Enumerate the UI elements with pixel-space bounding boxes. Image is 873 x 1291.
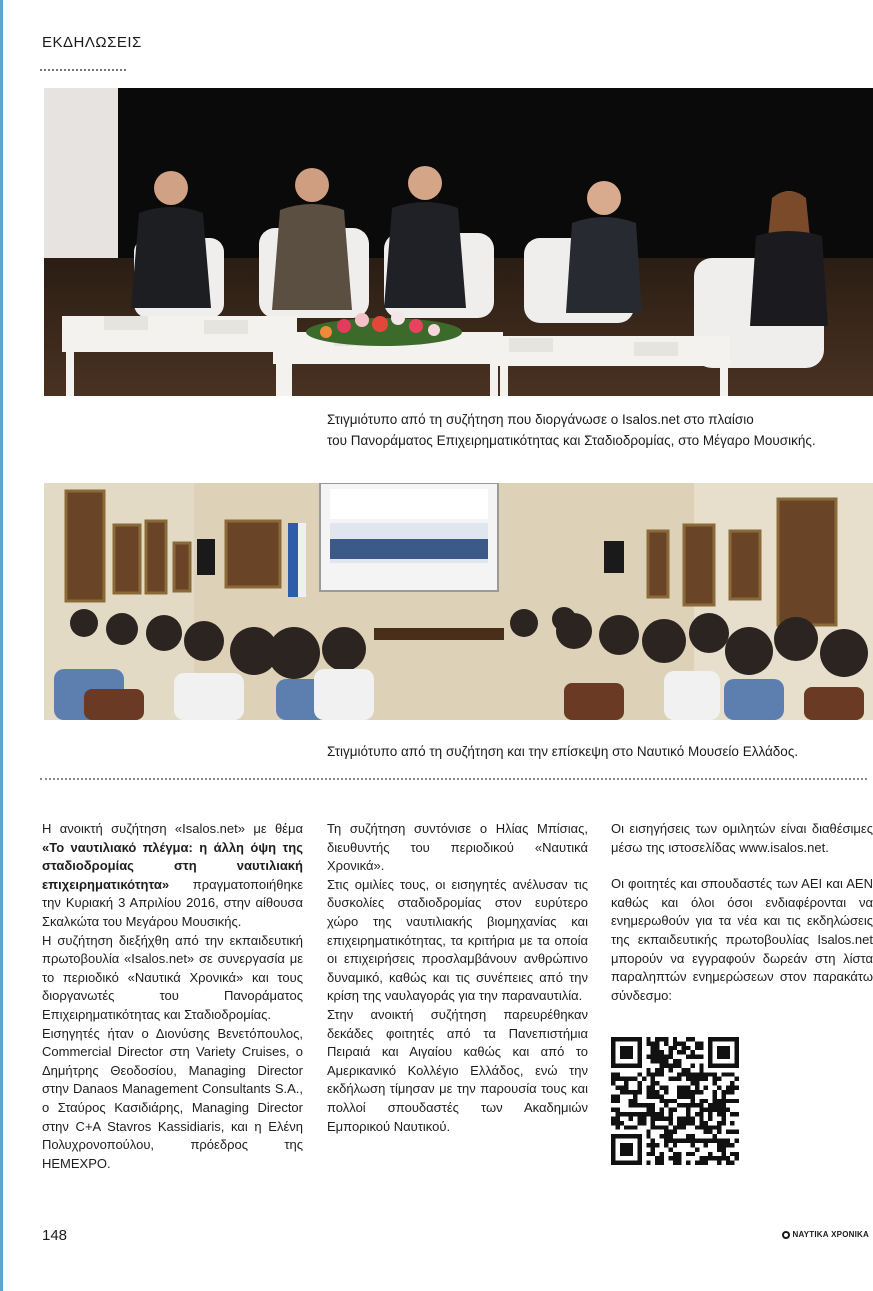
brand-logo-icon <box>782 1231 790 1239</box>
panel-discussion-photo <box>44 88 873 396</box>
naval-museum-illustration <box>44 483 873 720</box>
panel-photo-caption <box>327 409 867 451</box>
panel-caption-line-1: Στιγμιότυπο από τη συζήτηση που διοργάνωσε ο Isalos.net στο πλαίσιο <box>327 412 754 427</box>
article-column-3 <box>611 820 873 1005</box>
event-title: «Το ναυτιλιακό πλέγμα: η άλλη όψη της σταδιοδρομίας στη ναυτιλιακή επιχειρηματικότητα» <box>42 839 303 892</box>
page-number: 148 <box>42 1227 68 1244</box>
article-column-2 <box>327 820 588 1136</box>
intro-text: Η ανοικτή συζήτηση «Isalos.net» με θέμα <box>42 821 303 836</box>
article-paragraph: Στην ανοικτή συζήτηση παρευρέθηκαν δεκάδες φοιτητές από τα Πανεπιστήμια Πειραιά και Αιγαίου καθώς και από το Αμερικανικό Κολλέγιο Ελλάδος, ενώ την εκδήλωση τίμησαν με την παρουσία τους και πολλοί σπουδαστές των Ακαδημιών Εμπορικού Ναυτικού. <box>327 1006 588 1134</box>
intro-rest: πραγματοποιήθηκε την Κυριακή 3 Απριλίου 2016, στην αίθουσα Σκαλκώτα του Μεγάρου Μουσικής. <box>42 876 303 929</box>
qr-code[interactable] <box>611 1037 739 1165</box>
dotted-divider <box>40 778 867 780</box>
museum-photo-caption: Στιγμιότυπο από τη συζήτηση και την επίσκεψη στο Ναυτικό Μουσείο Ελλάδος. <box>327 744 799 759</box>
brand-name: ΝΑΥΤΙΚΑ ΧΡΟΝΙΚΑ <box>792 1230 869 1239</box>
article-paragraph: Οι εισηγήσεις των ομιλητών είναι διαθέσιμες μέσω της ιστοσελίδας www.isalos.net. <box>611 821 873 855</box>
section-label: ΕΚΔΗΛΩΣΕΙΣ <box>42 34 142 51</box>
article-paragraph: Τη συζήτηση συντόνισε ο Ηλίας Μπίσιας, διευθυντής του περιοδικού «Ναυτικά Χρονικά». <box>327 821 588 874</box>
article-paragraph: Η συζήτηση διεξήχθη από την εκπαιδευτική πρωτοβουλία «Isalos.net» σε συνεργασία με το περιοδικό «Ναυτικά Χρονικά» και τους διοργανωτές του Πανοράματος Επιχειρηματικότητας και Σταδιοδρομίας. <box>42 932 303 1022</box>
article-paragraph: Στις ομιλίες τους, οι εισηγητές ανέλυσαν τις δυσκολίες σταδιοδρομίας στον ευρύτερο χώρο της ναυτιλιακής βιομηχανίας και επιχειρηματικότητας, τα κριτήρια με τα οποία οι επιχειρήσεις προσλαμβάνουν ανθρώπινο δυναμικό, καθώς και τις συνέπειες από την κρίση της ναυλαγοράς για την παραναυτιλία. <box>327 876 588 1004</box>
section-label-underline <box>40 69 126 71</box>
article-paragraph <box>42 820 303 932</box>
naval-museum-photo <box>44 483 873 720</box>
article-paragraph: Εισηγητές ήταν ο Διονύσης Βενετόπουλος, Commercial Director στη Variety Cruises, ο Δημήτρης Θεοδοσίου, Managing Director στην Danaos Management Consultants S.A., ο Σταύρος Κασιδιάρης, Managing Director στην C+A Stavros Kassidiaris, και η Ελένη Πολυχρονοπούλου, πρόεδρος της HEMEXPO. <box>42 1025 303 1171</box>
qr-code-icon <box>611 1037 739 1165</box>
publication-brand <box>782 1230 870 1239</box>
article-column-1 <box>42 820 303 1173</box>
panel-discussion-illustration <box>44 88 873 396</box>
page-edge-rule <box>0 0 3 1291</box>
article-paragraph: Οι φοιτητές και σπουδαστές των ΑΕΙ και ΑΕΝ καθώς και όλοι όσοι ενδιαφέρονται να ενημερωθούν για τα νέα και τις εκδηλώσεις της εκπαιδευτικής πρωτοβουλίας Isalos.net μπορούν να εγγραφούν δωρεάν στη λίστα παραληπτών ενημερώσεων στον παρακάτω σύνδεσμο: <box>611 876 873 1003</box>
panel-caption-line-2: του Πανοράματος Επιχειρηματικότητας και Σταδιοδρομίας, στο Μέγαρο Μουσικής. <box>327 433 816 448</box>
